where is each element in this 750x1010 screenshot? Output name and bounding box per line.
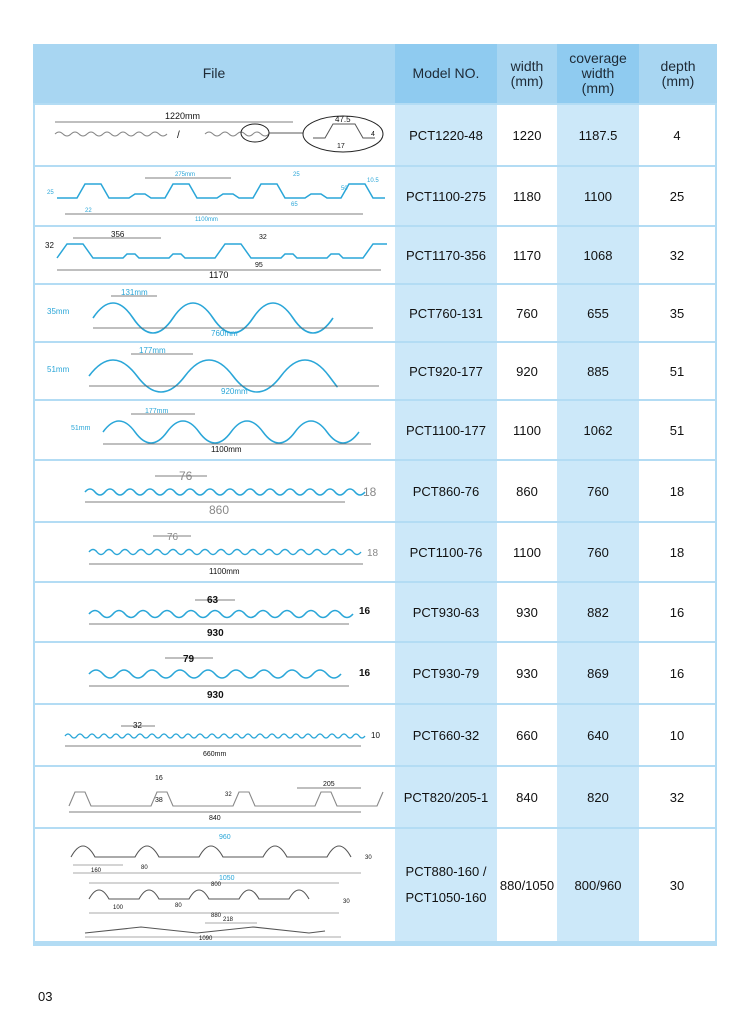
- profile-drawing-cell: [33, 283, 395, 341]
- dimension-label: 880: [211, 913, 222, 919]
- coverage-value: 1187.5: [578, 127, 618, 143]
- depth-value: 35: [669, 305, 685, 321]
- dimension-label: 205: [323, 781, 335, 788]
- dimension-label: 16: [359, 668, 371, 679]
- model-number: PCT1050-160: [405, 890, 487, 905]
- model-number: PCT1100-177: [406, 422, 486, 438]
- header-model: [395, 44, 497, 103]
- header-depth-label: depth: [660, 57, 696, 74]
- profile-drawing: [45, 584, 385, 640]
- dimension-label: 860: [209, 503, 230, 517]
- coverage-cell: [557, 459, 639, 521]
- coverage-value: 885: [587, 363, 609, 379]
- dimension-label: 47.5: [335, 115, 351, 124]
- dimension-label: 35mm: [47, 307, 70, 316]
- dimension-label: 960: [219, 834, 231, 841]
- model-cell: [395, 703, 497, 765]
- dimension-label: 930: [207, 628, 224, 639]
- depth-value: 18: [669, 483, 685, 499]
- profile-drawing: [45, 524, 385, 580]
- width-cell: [497, 827, 557, 943]
- dimension-label: 1050: [219, 875, 235, 882]
- model-cell: [395, 641, 497, 703]
- dimension-label: 10: [371, 731, 380, 740]
- page-number: 03: [38, 989, 53, 1004]
- dimension-label: 1220mm: [165, 111, 201, 121]
- depth-cell: [639, 341, 717, 399]
- coverage-value: 1068: [583, 247, 613, 263]
- model-cell: [395, 459, 497, 521]
- depth-value: 32: [669, 247, 685, 263]
- profile-drawing: [45, 644, 385, 702]
- coverage-cell: [557, 103, 639, 165]
- profile-drawing-cell: [33, 399, 395, 459]
- dimension-label: 1170: [209, 270, 229, 280]
- width-cell: [497, 521, 557, 581]
- header-coverage: [557, 44, 639, 103]
- dimension-label: 76: [179, 469, 193, 483]
- dimension-label: 50: [341, 186, 348, 192]
- model-number: PCT860-76: [412, 483, 480, 499]
- model-cell: [395, 521, 497, 581]
- model-cell: [395, 827, 497, 943]
- table-row: [33, 283, 717, 341]
- model-number: PCT1220-48: [409, 127, 483, 143]
- model-number: PCT820/205-1: [403, 789, 489, 805]
- coverage-cell: [557, 341, 639, 399]
- dimension-label: 160: [91, 868, 102, 874]
- profile-drawing-cell: [33, 225, 395, 283]
- width-value: 860: [516, 483, 538, 499]
- table-row: [33, 581, 717, 641]
- dimension-label: 32: [259, 234, 267, 241]
- dimension-label: 32: [133, 721, 142, 730]
- coverage-value: 760: [587, 483, 609, 499]
- depth-value: 16: [669, 665, 685, 681]
- depth-cell: [639, 641, 717, 703]
- depth-value: 10: [669, 727, 685, 743]
- model-number: PCT1100-76: [409, 544, 483, 560]
- header-coverage-label-2: width: [581, 65, 615, 81]
- width-cell: [497, 703, 557, 765]
- width-value: 1180: [513, 188, 541, 204]
- depth-value: 51: [669, 422, 685, 438]
- coverage-cell: [557, 581, 639, 641]
- model-number: PCT920-177: [409, 363, 483, 379]
- profile-drawing-cell: [33, 581, 395, 641]
- coverage-value: 1100: [584, 188, 612, 204]
- width-value: 840: [516, 789, 538, 805]
- width-value: 930: [516, 665, 538, 681]
- depth-value: 18: [669, 544, 685, 560]
- coverage-value: 640: [587, 727, 609, 743]
- coverage-cell: [557, 521, 639, 581]
- depth-cell: [639, 827, 717, 943]
- depth-value: 16: [669, 604, 685, 620]
- width-cell: [497, 225, 557, 283]
- dimension-label: 177mm: [139, 346, 166, 355]
- dimension-label: 1090: [199, 936, 213, 941]
- dimension-label: 80: [175, 903, 182, 909]
- profile-drawing: [43, 228, 387, 282]
- depth-value: 4: [673, 127, 681, 143]
- width-cell: [497, 103, 557, 165]
- spec-table: [33, 44, 717, 943]
- header-depth: [639, 44, 717, 103]
- dimension-label: 79: [183, 654, 195, 665]
- depth-cell: [639, 225, 717, 283]
- profile-drawing: [45, 768, 385, 826]
- coverage-value: 760: [587, 544, 609, 560]
- coverage-value: 882: [587, 604, 609, 620]
- model-number: PCT880-160 /: [405, 864, 487, 879]
- profile-drawing-cell: [33, 341, 395, 399]
- depth-cell: [639, 399, 717, 459]
- table-row: [33, 459, 717, 521]
- coverage-value: 1062: [583, 422, 613, 438]
- depth-value: 25: [669, 188, 685, 204]
- depth-cell: [639, 581, 717, 641]
- dimension-label: 18: [363, 485, 377, 499]
- coverage-cell: [557, 827, 639, 943]
- coverage-cell: [557, 703, 639, 765]
- dimension-label: 63: [207, 595, 219, 606]
- width-cell: [497, 165, 557, 225]
- depth-cell: [639, 765, 717, 827]
- coverage-cell: [557, 765, 639, 827]
- width-cell: [497, 581, 557, 641]
- dimension-label: 18: [367, 548, 379, 559]
- model-cell: [395, 225, 497, 283]
- width-value: 1170: [513, 247, 541, 263]
- model-cell: [395, 399, 497, 459]
- svg-text:/: /: [177, 130, 180, 141]
- header-coverage-label: coverage: [569, 50, 627, 66]
- dimension-label: 930: [207, 690, 224, 701]
- profile-drawing-cell: [33, 521, 395, 581]
- width-value: 660: [516, 727, 538, 743]
- dimension-label: 17: [337, 143, 345, 150]
- header-depth-unit: (mm): [661, 72, 695, 89]
- width-cell: [497, 641, 557, 703]
- coverage-cell: [557, 283, 639, 341]
- profile-drawing-cell: [33, 827, 395, 943]
- width-value: 1220: [512, 127, 542, 143]
- model-number: PCT930-63: [412, 604, 480, 620]
- dimension-label: 51mm: [71, 425, 91, 432]
- dimension-label: 95: [255, 262, 263, 269]
- coverage-cell: [557, 641, 639, 703]
- profile-drawing-cell: [33, 103, 395, 165]
- coverage-value: 800/960: [574, 877, 622, 893]
- model-cell: [395, 581, 497, 641]
- dimension-label: 356: [111, 230, 125, 239]
- header-width-label: width: [510, 57, 544, 74]
- table-row: [33, 521, 717, 581]
- profile-drawing: [45, 402, 385, 458]
- profile-drawing: [45, 344, 385, 398]
- width-value: 880/1050: [499, 877, 555, 893]
- dimension-label: 760mm: [211, 329, 238, 338]
- table-row: [33, 827, 717, 943]
- dimension-label: 1100mm: [209, 567, 240, 576]
- dimension-label: 177mm: [145, 408, 169, 415]
- table-row: [33, 341, 717, 399]
- table-row: [33, 225, 717, 283]
- depth-value: 51: [669, 363, 685, 379]
- dimension-label: 10.5: [367, 178, 379, 184]
- model-cell: [395, 283, 497, 341]
- model-cell: [395, 765, 497, 827]
- profile-drawing-cell: [33, 641, 395, 703]
- dimension-label: 660mm: [203, 751, 227, 758]
- depth-cell: [639, 165, 717, 225]
- profile-drawing-cell: [33, 165, 395, 225]
- dimension-label: 1100mm: [211, 445, 242, 454]
- dimension-label: 38: [155, 797, 163, 804]
- coverage-value: 820: [587, 789, 609, 805]
- dimension-label: 25: [47, 190, 54, 196]
- table-row: [33, 165, 717, 225]
- dimension-label: 218: [223, 917, 234, 923]
- coverage-cell: [557, 225, 639, 283]
- model-cell: [395, 341, 497, 399]
- model-cell: [395, 165, 497, 225]
- profile-drawing: [45, 706, 385, 764]
- dimension-label: 920mm: [221, 387, 248, 396]
- table-row: [33, 103, 717, 165]
- model-number: PCT660-32: [412, 727, 480, 743]
- dimension-label: 16: [155, 775, 163, 782]
- profile-drawing: [45, 286, 385, 340]
- model-number: PCT760-131: [409, 305, 483, 321]
- dimension-label: 76: [167, 532, 179, 543]
- depth-value: 32: [669, 789, 685, 805]
- header-model-label: Model NO.: [412, 65, 480, 81]
- header-width: [497, 44, 557, 103]
- header-width-unit: (mm): [510, 72, 544, 89]
- dimension-label: 1100mm: [195, 217, 218, 223]
- profile-drawing: [45, 106, 385, 164]
- dimension-label: 100: [113, 905, 124, 911]
- dimension-label: 32: [45, 241, 54, 250]
- header-row: [33, 44, 717, 103]
- table-row: [33, 399, 717, 459]
- dimension-label: 32: [225, 792, 232, 798]
- width-cell: [497, 399, 557, 459]
- dimension-label: 840: [209, 815, 221, 822]
- model-number: PCT1100-275: [406, 188, 486, 204]
- width-cell: [497, 765, 557, 827]
- dimension-label: 25: [293, 172, 300, 178]
- dimension-label: 16: [359, 606, 371, 617]
- dimension-label: 800: [211, 882, 222, 888]
- dimension-label: 80: [141, 865, 148, 871]
- depth-cell: [639, 459, 717, 521]
- header-file-label: File: [202, 65, 226, 81]
- width-value: 930: [516, 604, 538, 620]
- width-cell: [497, 283, 557, 341]
- model-number: PCT930-79: [412, 665, 480, 681]
- dimension-label: 275mm: [175, 172, 196, 178]
- profile-drawing-cell: [33, 459, 395, 521]
- depth-cell: [639, 103, 717, 165]
- coverage-value: 655: [587, 305, 609, 321]
- dimension-label: 131mm: [121, 288, 148, 297]
- profile-drawing-cell: [33, 765, 395, 827]
- depth-cell: [639, 521, 717, 581]
- dimension-label: 4: [371, 131, 375, 138]
- depth-value: 30: [669, 877, 685, 893]
- table-row: [33, 765, 717, 827]
- coverage-cell: [557, 399, 639, 459]
- width-value: 1100: [513, 544, 541, 560]
- dimension-label: 30: [365, 855, 372, 861]
- profile-drawing: [45, 462, 385, 520]
- model-cell: [395, 103, 497, 165]
- header-file: [33, 44, 395, 103]
- coverage-value: 869: [587, 665, 609, 681]
- width-value: 920: [516, 363, 538, 379]
- profile-drawing-cell: [33, 703, 395, 765]
- width-value: 760: [516, 305, 538, 321]
- coverage-cell: [557, 165, 639, 225]
- dimension-label: 51mm: [47, 365, 70, 374]
- table-row: [33, 703, 717, 765]
- model-number: PCT1170-356: [406, 247, 486, 263]
- header-coverage-unit: (mm): [581, 80, 615, 96]
- profile-drawing: [45, 829, 385, 941]
- dimension-label: 65: [291, 202, 298, 208]
- width-cell: [497, 459, 557, 521]
- width-value: 1100: [513, 422, 541, 438]
- profile-drawing: [45, 168, 385, 224]
- width-cell: [497, 341, 557, 399]
- dimension-label: 30: [343, 899, 350, 905]
- depth-cell: [639, 283, 717, 341]
- depth-cell: [639, 703, 717, 765]
- dimension-label: 22: [85, 208, 92, 214]
- table-row: [33, 641, 717, 703]
